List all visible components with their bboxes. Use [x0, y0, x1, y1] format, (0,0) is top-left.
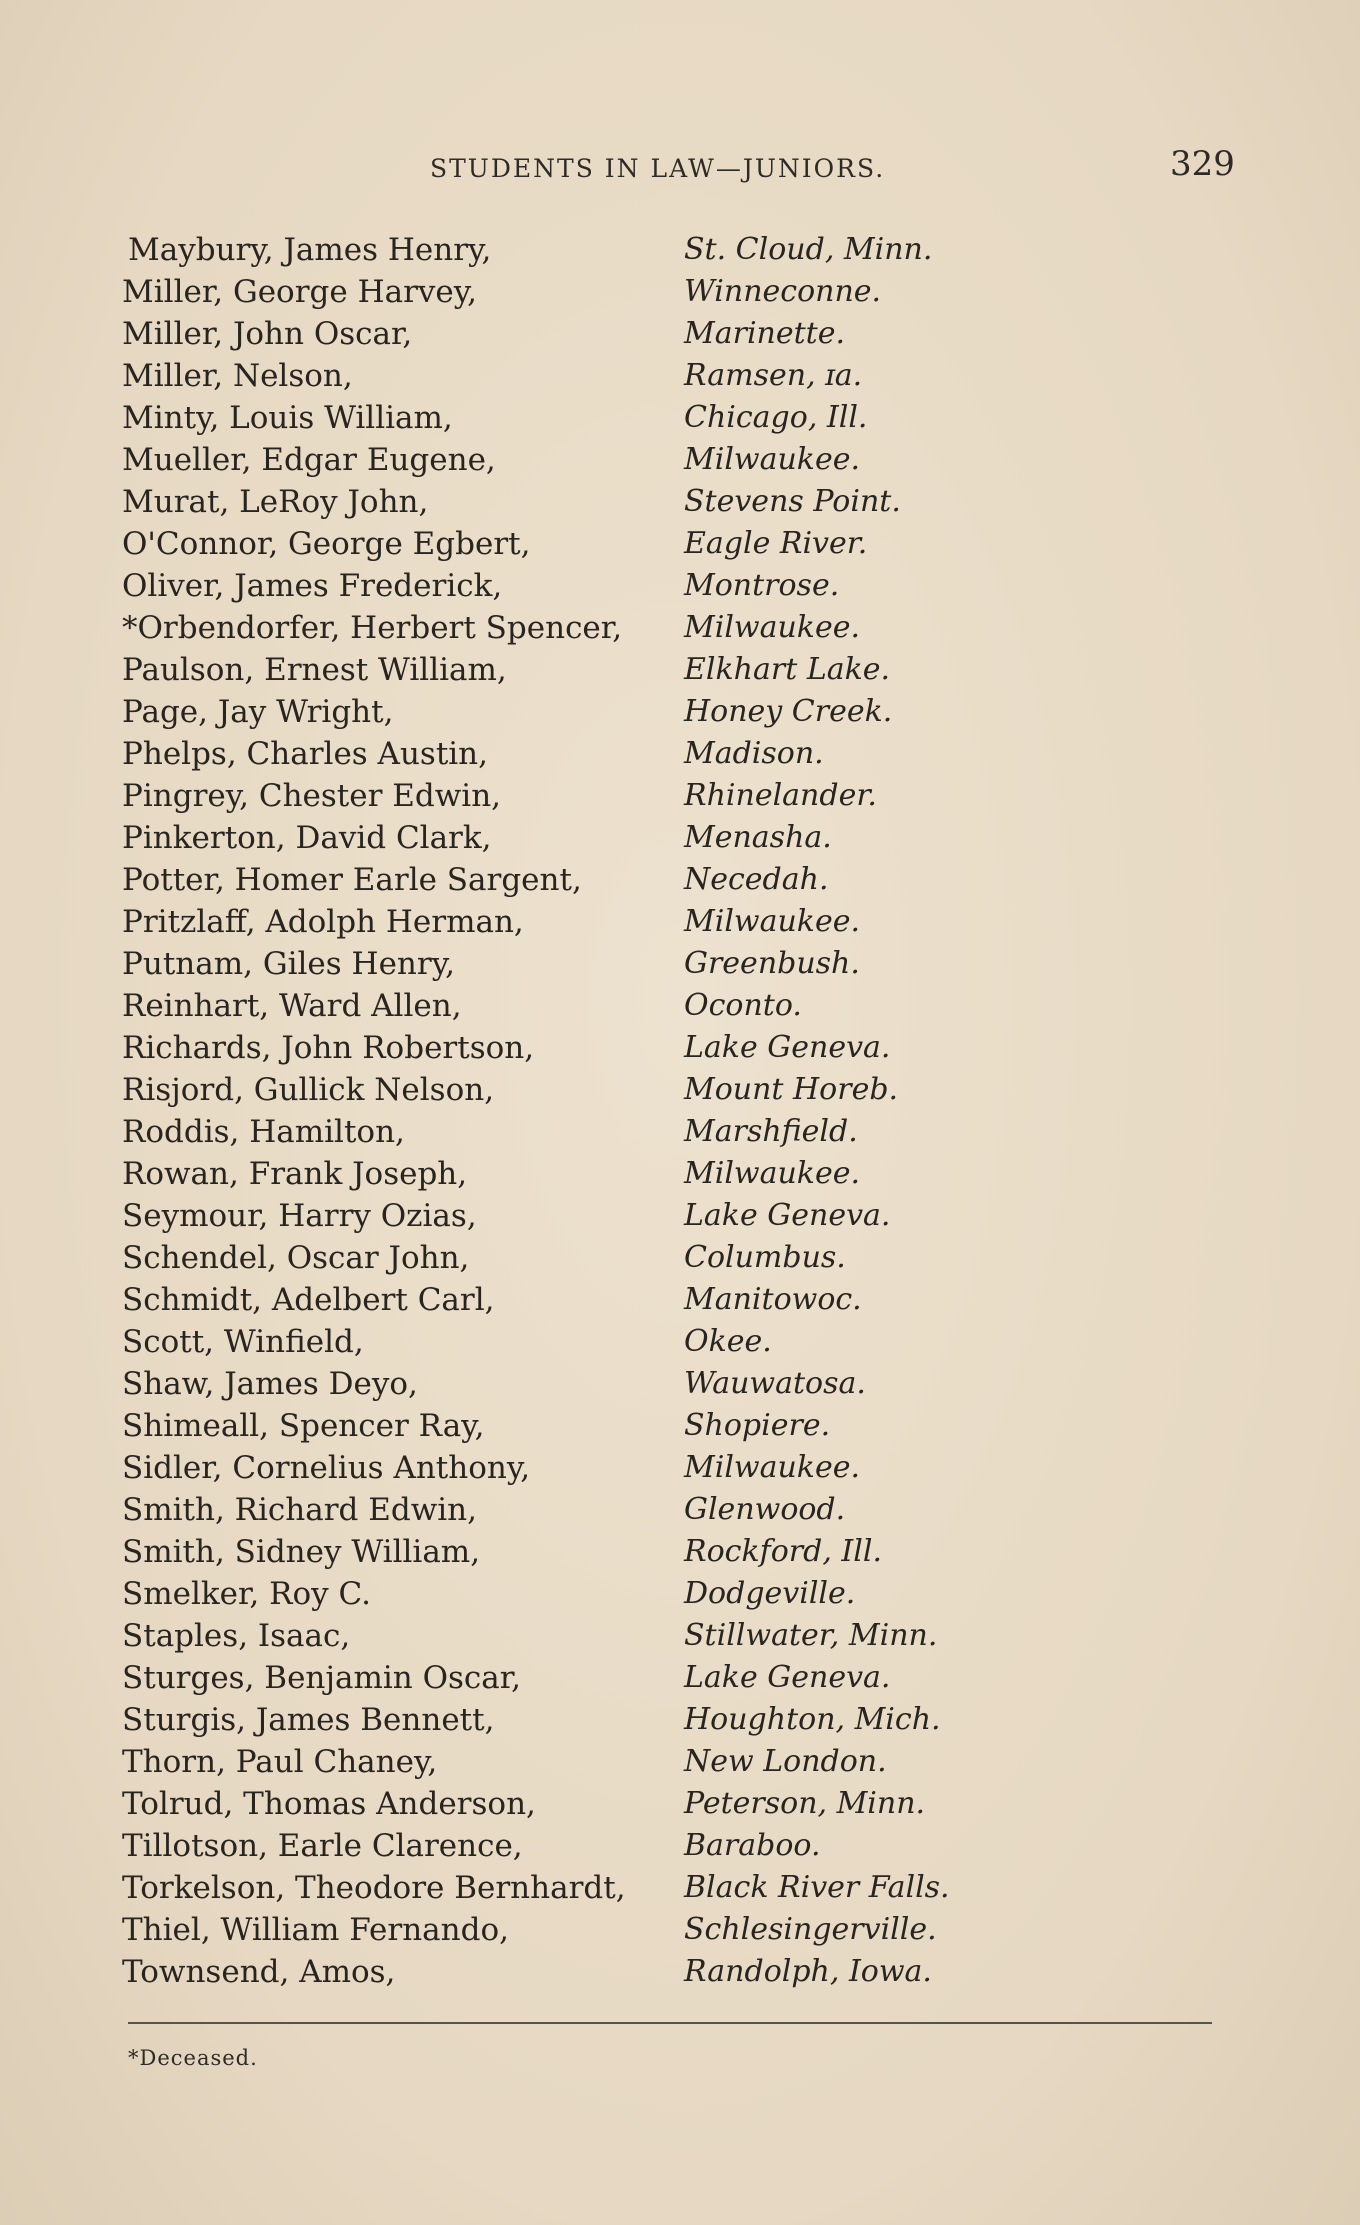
student-name: Pinkerton, David Clark, [122, 820, 492, 856]
hometown: Peterson, Minn. [684, 1786, 926, 1821]
list-item [0, 1492, 1360, 1534]
list-item [0, 1828, 1360, 1870]
student-name: *Orbendorfer, Herbert Spencer, [122, 610, 623, 646]
student-name: Reinhart, Ward Allen, [122, 988, 462, 1024]
list-item [0, 1744, 1360, 1786]
hometown: Ramsen, ɪa. [684, 358, 863, 393]
student-name: Sidler, Cornelius Anthony, [122, 1450, 531, 1486]
student-name: Pingrey, Chester Edwin, [122, 778, 502, 814]
student-name: Miller, Nelson, [122, 358, 353, 394]
hometown: Manitowoc. [684, 1282, 862, 1317]
hometown: Milwaukee. [684, 904, 861, 939]
student-name: Richards, John Robertson, [122, 1030, 535, 1066]
list-item [0, 1618, 1360, 1660]
list-item [0, 1366, 1360, 1408]
student-name: Seymour, Harry Ozias, [122, 1198, 477, 1234]
list-item [0, 1660, 1360, 1702]
list-item [0, 400, 1360, 442]
list-item [0, 484, 1360, 526]
student-name: Minty, Louis William, [122, 400, 453, 436]
student-name: Rowan, Frank Joseph, [122, 1156, 468, 1192]
student-name: Putnam, Giles Henry, [122, 946, 455, 982]
student-name: Smith, Sidney William, [122, 1534, 481, 1570]
hometown: Lake Geneva. [684, 1198, 891, 1233]
list-item [0, 1156, 1360, 1198]
list-item [0, 442, 1360, 484]
student-name: Shimeall, Spencer Ray, [122, 1408, 485, 1444]
footnote-rule [128, 2022, 1212, 2024]
hometown: Stillwater, Minn. [684, 1618, 938, 1653]
student-name: Maybury, James Henry, [128, 232, 492, 268]
list-item [0, 1198, 1360, 1240]
page-number: 329 [1170, 144, 1235, 184]
student-name: Shaw, James Deyo, [122, 1366, 418, 1402]
student-name: Pritzlaff, Adolph Herman, [122, 904, 524, 940]
list-item [0, 568, 1360, 610]
hometown: Lake Geneva. [684, 1030, 891, 1065]
student-name: Miller, George Harvey, [122, 274, 478, 310]
student-name: Scott, Winfield, [122, 1324, 364, 1360]
list-item [0, 1534, 1360, 1576]
list-item [0, 694, 1360, 736]
list-item [0, 946, 1360, 988]
list-item [0, 1870, 1360, 1912]
student-name: Murat, LeRoy John, [122, 484, 429, 520]
list-item [0, 274, 1360, 316]
student-name: Townsend, Amos, [122, 1954, 396, 1990]
hometown: Chicago, Ill. [684, 400, 868, 435]
hometown: Honey Creek. [684, 694, 893, 729]
student-name: Thorn, Paul Chaney, [122, 1744, 438, 1780]
student-name: Tolrud, Thomas Anderson, [122, 1786, 536, 1822]
hometown: Montrose. [684, 568, 840, 603]
hometown: Glenwood. [684, 1492, 846, 1527]
hometown: Necedah. [684, 862, 829, 897]
hometown: St. Cloud, Minn. [684, 232, 933, 267]
student-name: Oliver, James Frederick, [122, 568, 503, 604]
student-name: Potter, Homer Earle Sargent, [122, 862, 582, 898]
hometown: Lake Geneva. [684, 1660, 891, 1695]
student-name: Schmidt, Adelbert Carl, [122, 1282, 495, 1318]
running-title: STUDENTS IN LAW—JUNIORS. [430, 154, 886, 183]
list-item [0, 1324, 1360, 1366]
hometown: Menasha. [684, 820, 832, 855]
hometown: Columbus. [684, 1240, 846, 1275]
hometown: Mount Horeb. [684, 1072, 899, 1107]
hometown: Randolph, Iowa. [684, 1954, 932, 1989]
hometown: Milwaukee. [684, 1450, 861, 1485]
list-item [0, 1030, 1360, 1072]
hometown: New London. [684, 1744, 887, 1779]
hometown: Milwaukee. [684, 442, 861, 477]
student-name: Staples, Isaac, [122, 1618, 351, 1654]
student-name: Sturges, Benjamin Oscar, [122, 1660, 522, 1696]
hometown: Schlesingerville. [684, 1912, 937, 1947]
list-item [0, 820, 1360, 862]
hometown: Wauwatosa. [684, 1366, 866, 1401]
list-item [0, 1408, 1360, 1450]
list-item [0, 778, 1360, 820]
list-item [0, 526, 1360, 568]
student-name: Sturgis, James Bennett, [122, 1702, 495, 1738]
student-name: Smith, Richard Edwin, [122, 1492, 478, 1528]
hometown: Okee. [684, 1324, 772, 1359]
student-name: Mueller, Edgar Eugene, [122, 442, 496, 478]
student-name: Page, Jay Wright, [122, 694, 394, 730]
hometown: Greenbush. [684, 946, 860, 981]
student-name: Phelps, Charles Austin, [122, 736, 489, 772]
student-name: Smelker, Roy C. [122, 1576, 371, 1612]
list-item [0, 1282, 1360, 1324]
hometown: Stevens Point. [684, 484, 901, 519]
list-item [0, 1702, 1360, 1744]
list-item [0, 610, 1360, 652]
list-item [0, 736, 1360, 778]
list-item [0, 316, 1360, 358]
student-name: O'Connor, George Egbert, [122, 526, 531, 562]
list-item [0, 1114, 1360, 1156]
list-item [0, 1240, 1360, 1282]
hometown: Milwaukee. [684, 1156, 861, 1191]
list-item [0, 862, 1360, 904]
running-head [0, 144, 1360, 190]
list-item [0, 1072, 1360, 1114]
hometown: Black River Falls. [684, 1870, 950, 1905]
hometown: Rhinelander. [684, 778, 877, 813]
list-item [0, 988, 1360, 1030]
list-item [0, 232, 1360, 274]
footnote: *Deceased. [128, 2046, 258, 2070]
student-name: Paulson, Ernest William, [122, 652, 507, 688]
list-item [0, 1912, 1360, 1954]
hometown: Milwaukee. [684, 610, 861, 645]
hometown: Oconto. [684, 988, 802, 1023]
hometown: Marinette. [684, 316, 846, 351]
hometown: Marshfield. [684, 1114, 858, 1149]
student-name: Torkelson, Theodore Bernhardt, [122, 1870, 626, 1906]
list-item [0, 904, 1360, 946]
list-item [0, 652, 1360, 694]
student-name: Schendel, Oscar John, [122, 1240, 470, 1276]
list-item [0, 358, 1360, 400]
hometown: Dodgeville. [684, 1576, 856, 1611]
hometown: Baraboo. [684, 1828, 821, 1863]
hometown: Rockford, Ill. [684, 1534, 882, 1569]
student-list [0, 232, 1360, 1996]
student-name: Tillotson, Earle Clarence, [122, 1828, 523, 1864]
hometown: Houghton, Mich. [684, 1702, 941, 1737]
list-item [0, 1954, 1360, 1996]
hometown: Shopiere. [684, 1408, 831, 1443]
student-name: Risjord, Gullick Nelson, [122, 1072, 495, 1108]
list-item [0, 1576, 1360, 1618]
hometown: Winneconne. [684, 274, 882, 309]
hometown: Madison. [684, 736, 824, 771]
list-item [0, 1786, 1360, 1828]
hometown: Elkhart Lake. [684, 652, 891, 687]
hometown: Eagle River. [684, 526, 868, 561]
student-name: Thiel, William Fernando, [122, 1912, 509, 1948]
student-name: Miller, John Oscar, [122, 316, 413, 352]
list-item [0, 1450, 1360, 1492]
student-name: Roddis, Hamilton, [122, 1114, 405, 1150]
